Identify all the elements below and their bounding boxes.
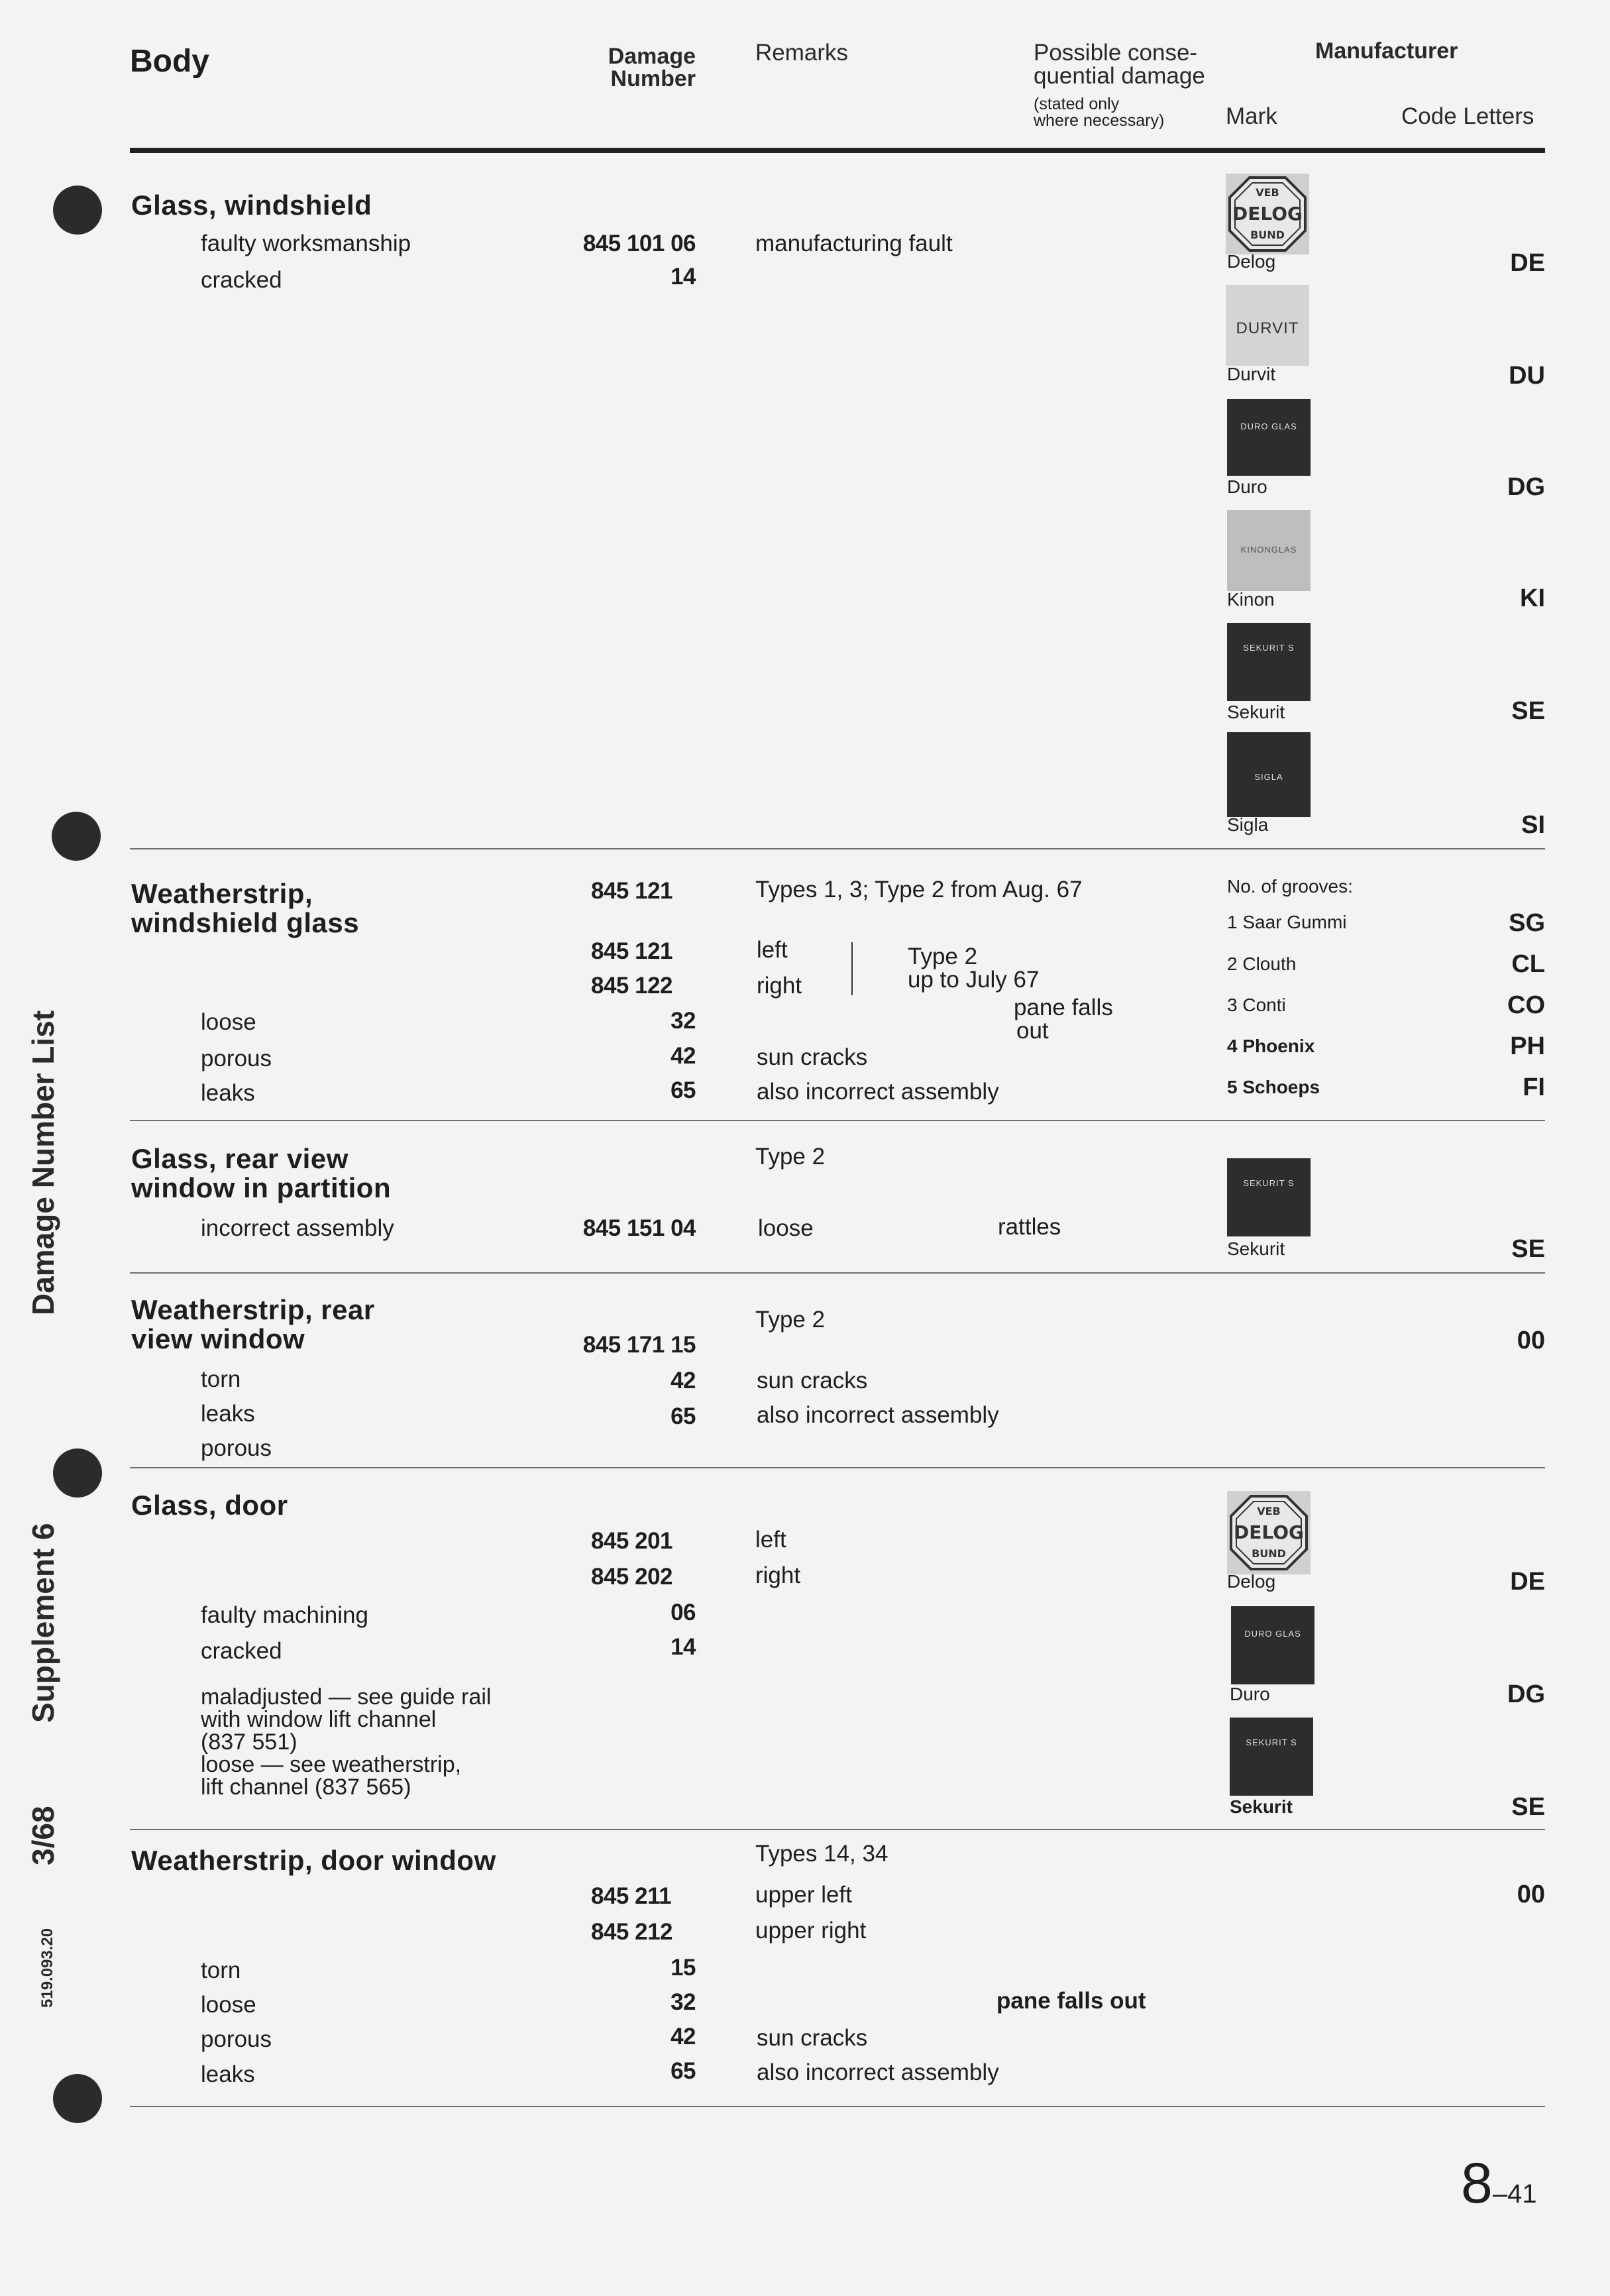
- svg-text:BUND: BUND: [1250, 229, 1285, 241]
- side-left: left: [755, 1527, 786, 1553]
- remark: Types 1, 3; Type 2 from Aug. 67: [755, 877, 1083, 902]
- type: Type 2: [755, 1307, 826, 1333]
- durvit-logo: DURVIT: [1226, 285, 1309, 366]
- side-right: right: [755, 1562, 801, 1588]
- type-note: Type 2 up to July 67: [908, 944, 1040, 993]
- bottom-rule: [130, 2106, 1545, 2107]
- code-letters: SE: [1511, 1235, 1545, 1263]
- section-divider: [130, 848, 1545, 849]
- binder-hole: [53, 1449, 102, 1498]
- manufacturer-name: Sekurit: [1227, 1238, 1285, 1259]
- groove-item: 2 Clouth: [1227, 954, 1297, 974]
- row-label: torn: [201, 1366, 241, 1392]
- row-label: porous: [201, 1046, 272, 1071]
- manufacturer-header: Manufacturer: [1315, 38, 1458, 64]
- code-letters: DU: [1509, 362, 1545, 390]
- damage-number: 14: [671, 264, 696, 290]
- damage-number: 845 101 06: [582, 231, 696, 256]
- damage-number: 65: [671, 2058, 696, 2084]
- kinon-logo: KINONGLAS: [1227, 510, 1311, 591]
- damage-number: 32: [671, 1989, 696, 2015]
- code-letters: DG: [1507, 1680, 1545, 1708]
- damage-number: 845 121: [591, 878, 673, 904]
- svg-text:DELOG: DELOG: [1232, 203, 1303, 225]
- side-upper-left: upper left: [755, 1882, 852, 1908]
- sidebar-date: 3/68: [26, 1806, 60, 1865]
- svg-text:BUND: BUND: [1252, 1547, 1286, 1560]
- mark-header: Mark: [1226, 103, 1277, 129]
- code-letters: CO: [1507, 991, 1545, 1019]
- row-label: faulty worksmanship: [201, 231, 411, 256]
- duro-logo: DURO GLAS: [1231, 1606, 1315, 1684]
- consequential-note: (stated only where necessary): [1034, 95, 1165, 130]
- groove-item: 5 Schoeps: [1227, 1077, 1320, 1097]
- row-label: incorrect assembly: [201, 1215, 394, 1241]
- grooves-title: No. of grooves:: [1227, 876, 1353, 897]
- row-label: faulty machining: [201, 1602, 368, 1628]
- row-label: cracked: [201, 1638, 282, 1664]
- damage-number: 42: [671, 2024, 696, 2050]
- duro-logo: DURO GLAS: [1227, 399, 1311, 476]
- delog-logo: [1227, 1491, 1311, 1574]
- remark: also incorrect assembly: [757, 2059, 999, 2085]
- section-title-weatherstrip-rear-view: Weatherstrip, rear view window: [131, 1294, 375, 1355]
- code-letters: DG: [1507, 473, 1545, 501]
- damage-number-right: 845 122: [591, 973, 673, 999]
- maladjusted-note: maladjusted — see guide rail with window lift channel (837 551) loose — see weatherstrip, lift channel (837 565): [201, 1684, 492, 1800]
- remark: loose: [758, 1215, 814, 1241]
- damage-number: 14: [671, 1634, 696, 1660]
- row-label: cracked: [201, 267, 282, 293]
- consequence: pane falls out: [1014, 995, 1113, 1044]
- code-letters: PH: [1510, 1032, 1545, 1060]
- manufacturer-name: Delog: [1227, 251, 1276, 272]
- damage-number: 65: [671, 1077, 696, 1103]
- manufacturer-name: Duro: [1227, 476, 1267, 497]
- remark: sun cracks: [757, 1044, 868, 1070]
- damage-number-header: Damage Number: [608, 44, 696, 91]
- section-title-weatherstrip-windshield: Weatherstrip, windshield glass: [131, 878, 360, 939]
- code-letters: SE: [1511, 697, 1545, 725]
- manufacturer-name: Sigla: [1227, 814, 1269, 835]
- header-rule: [130, 148, 1545, 153]
- code-letters-header: Code Letters: [1401, 103, 1534, 129]
- code-letters: KI: [1520, 584, 1545, 612]
- manufacturer-name: Duro: [1230, 1684, 1270, 1704]
- row-label: torn: [201, 1957, 241, 1983]
- sigla-logo: SIGLA: [1227, 732, 1311, 817]
- svg-text:DELOG: DELOG: [1234, 1521, 1304, 1543]
- section-title-weatherstrip-door: Weatherstrip, door window: [131, 1845, 496, 1876]
- binder-hole: [52, 812, 101, 861]
- damage-number: 42: [671, 1368, 696, 1394]
- code-letters: FI: [1523, 1073, 1545, 1101]
- code-letters: 00: [1517, 1881, 1545, 1908]
- row-label: leaks: [201, 1401, 255, 1427]
- remark: sun cracks: [757, 1368, 868, 1394]
- damage-number: 15: [671, 1955, 696, 1981]
- section-title-glass-windshield: Glass, windshield: [131, 190, 372, 221]
- damage-number: 06: [671, 1600, 696, 1625]
- code-letters: SI: [1521, 811, 1545, 839]
- sidebar-supplement: Supplement 6: [26, 1523, 60, 1723]
- brace: [851, 942, 853, 995]
- type: Type 2: [755, 1144, 826, 1170]
- manufacturer-name: Sekurit: [1227, 702, 1285, 722]
- damage-number-upper-left: 845 211: [591, 1883, 672, 1909]
- section-title-glass-door: Glass, door: [131, 1490, 288, 1521]
- manufacturer-name: Delog: [1227, 1571, 1276, 1592]
- damage-number: 32: [671, 1008, 696, 1034]
- row-label: porous: [201, 1435, 272, 1461]
- binder-hole: [53, 186, 102, 235]
- manufacturer-name: Sekurit: [1230, 1796, 1293, 1817]
- code-letters: CL: [1511, 950, 1545, 978]
- sekurit-logo: SEKURIT S: [1230, 1718, 1313, 1796]
- section-divider: [130, 1467, 1545, 1468]
- types: Types 14, 34: [755, 1841, 888, 1867]
- row-label: porous: [201, 2026, 272, 2052]
- side-upper-right: upper right: [755, 1918, 867, 1943]
- svg-text:VEB: VEB: [1257, 1505, 1281, 1517]
- sekurit-logo: SEKURIT S: [1227, 1158, 1311, 1236]
- section-heading: Body: [130, 44, 209, 79]
- remark: also incorrect assembly: [757, 1402, 999, 1428]
- groove-item: 1 Saar Gummi: [1227, 912, 1347, 932]
- damage-number-left: 845 121: [591, 938, 673, 964]
- code-letters: DE: [1510, 249, 1545, 277]
- delog-logo: [1226, 174, 1309, 254]
- svg-text:VEB: VEB: [1256, 186, 1279, 199]
- groove-item: 4 Phoenix: [1227, 1036, 1315, 1056]
- binder-hole: [53, 2074, 102, 2123]
- remark: sun cracks: [757, 2025, 868, 2051]
- side-right: right: [757, 973, 802, 999]
- code-letters: 00: [1517, 1327, 1545, 1354]
- sidebar-list-title: Damage Number List: [26, 1010, 60, 1315]
- section-title-glass-rear-view: Glass, rear view window in partition: [131, 1143, 392, 1204]
- manufacturer-name: Durvit: [1227, 364, 1276, 384]
- section-divider: [130, 1272, 1545, 1274]
- remark: also incorrect assembly: [757, 1079, 999, 1105]
- code-letters: SE: [1511, 1793, 1545, 1821]
- damage-number-right: 845 202: [591, 1564, 673, 1590]
- remarks-header: Remarks: [755, 40, 849, 66]
- damage-number-upper-right: 845 212: [591, 1919, 673, 1945]
- groove-item: 3 Conti: [1227, 995, 1286, 1015]
- damage-number: 42: [671, 1043, 696, 1069]
- damage-number: 845 171 15: [582, 1332, 696, 1358]
- page-number: 8–41: [1461, 2152, 1537, 2215]
- row-label: loose: [201, 1992, 256, 2018]
- consequential-header: Possible conse- quential damage: [1034, 40, 1205, 89]
- consequence: pane falls out: [996, 1988, 1146, 2014]
- row-label: loose: [201, 1009, 256, 1035]
- row-label: leaks: [201, 1080, 255, 1106]
- row-label: leaks: [201, 2061, 255, 2087]
- damage-number: 845 151 04: [582, 1215, 696, 1241]
- remark: manufacturing fault: [755, 231, 953, 256]
- code-letters: SG: [1509, 909, 1545, 937]
- sidebar-doc-code: 519.093.20: [38, 1928, 56, 2008]
- code-letters: DE: [1510, 1568, 1545, 1596]
- manufacturer-name: Kinon: [1227, 589, 1275, 610]
- section-divider: [130, 1120, 1545, 1121]
- sekurit-logo: SEKURIT S: [1227, 623, 1311, 701]
- consequence: rattles: [998, 1214, 1061, 1240]
- damage-number-left: 845 201: [591, 1528, 673, 1554]
- section-divider: [130, 1829, 1545, 1830]
- damage-number: 65: [671, 1403, 696, 1429]
- side-left: left: [757, 937, 788, 963]
